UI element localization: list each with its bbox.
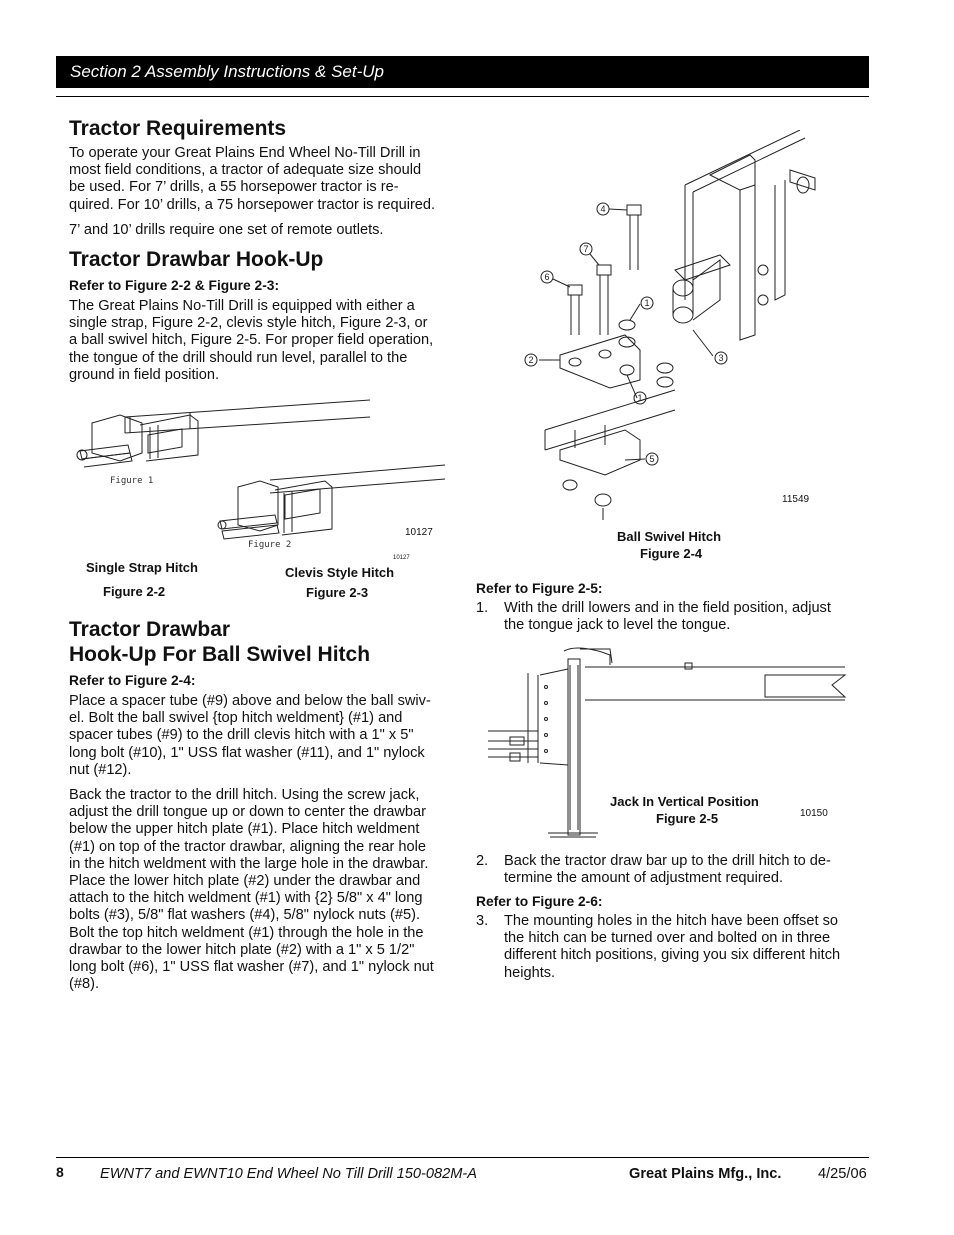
caption-jack-vertical-position: Jack In Vertical Position [610,794,759,809]
line: bolts (#3), 5/8" flat washers (#4), 5/8" nylock nuts (#5). [69,907,421,924]
callout-7: 7 [583,244,589,254]
line: (#8). [69,976,100,993]
line: drawbar to the lower hitch plate (#2) with a 1" x 5 1/2" [69,941,415,958]
line: below the upper hitch plate (#1). Place hitch weldment [69,821,420,838]
figure-code-11549: 11549 [782,494,810,505]
refer-figure-2-5: Refer to Figure 2-5: [476,581,603,596]
header-rule [56,96,869,97]
line: Place a spacer tube (#9) above and below the ball swiv- [69,693,431,709]
line: The Great Plains No-Till Drill is equipped with either a [69,298,415,314]
line: (#1) on top of the tractor drawbar, aligning the rear hole [69,838,426,855]
line: The mounting holes in the hitch have been offset so [504,913,838,929]
footer-rule [56,1157,869,1158]
caption-figure-2-3: Figure 2-3 [306,585,369,600]
callout-1-lower: 1 [637,393,643,403]
figure-ball-swivel-hitch [515,130,855,520]
figure-2-label: Figure 2 [248,540,292,550]
section-title: Section 2 Assembly Instructions & Set-Up [70,62,385,81]
line: in the hitch weldment with the large hole in the drawbar. [69,855,429,872]
line: long bolt (#6), 1" USS flat washer (#7), and 1" nylock nut [69,959,434,976]
line: attach to the hitch weldment (#1) with {2} 5/8" x 4" long [69,890,423,907]
caption-single-strap-hitch: Single Strap Hitch [86,560,198,575]
line: el. Bolt the ball swivel {top hitch weldment} (#1) and [69,710,403,727]
caption-figure-2-2: Figure 2-2 [103,584,166,599]
line: heights. [504,964,556,981]
footer-company: Great Plains Mfg., Inc. [629,1166,782,1182]
caption-ball-swivel-hitch: Ball Swivel Hitch [617,529,722,544]
figure-code-10150: 10150 [800,808,828,819]
callout-4: 4 [600,204,606,214]
line: ground in field position. [69,366,220,383]
line: different hitch positions, giving you six different hitch [504,947,841,964]
line: With the drill lowers and in the field position, adjust [504,600,831,616]
line: most field conditions, a tractor of adequate size should [69,162,422,179]
step-3-number: 3. [476,913,489,929]
line: the hitch can be turned over and bolted on in three [504,930,831,947]
line: To operate your Great Plains End Wheel No-Till Drill in [69,145,421,161]
line: Back the tractor draw bar up to the drill hitch to de- [504,853,831,869]
step-1-text [504,600,831,634]
line: Back the tractor to the drill hitch. Using the screw jack, [69,787,420,803]
paragraph-place-spacer [69,693,431,779]
line: nut (#12). [69,761,132,778]
paragraph-drawbar [69,298,433,384]
line: the tongue jack to level the tongue. [504,617,731,634]
line: the tongue of the drill should run level, parallel to the [69,349,408,366]
figure-strap-clevis-hitch [70,395,450,565]
heading-ball-swivel-line-1: Tractor Drawbar [69,618,231,641]
callout-1-upper: 1 [644,298,650,308]
refer-figure-2-6: Refer to Figure 2-6: [476,894,603,909]
line: a ball swivel hitch, Figure 2-5. For proper field operation, [69,332,434,349]
callout-2: 2 [528,355,534,365]
figure-code-10127: 10127 [405,527,433,538]
caption-clevis-style-hitch: Clevis Style Hitch [285,565,395,580]
heading-drawbar-hookup: Tractor Drawbar Hook-Up [69,248,324,271]
paragraph-back-tractor [69,787,434,993]
line: be used. For 7’ drills, a 55 horsepower tractor is re- [69,179,399,196]
line: termine the amount of adjustment required. [504,870,784,887]
callout-5: 5 [649,454,655,464]
figure-code-small: 10127 [393,555,410,561]
step-2-text [504,853,831,887]
line: Place the lower hitch plate (#2) under the drawbar and [69,873,421,890]
line: spacer tubes (#9) to the drill clevis hitch with a 1" x 5" [69,727,414,744]
step-3-text [504,913,840,982]
refer-figure-2-4: Refer to Figure 2-4: [69,673,196,688]
caption-figure-2-4: Figure 2-4 [640,546,703,561]
line: single strap, Figure 2-2, clevis style hitch, Figure 2-3, or [69,315,428,332]
page-number: 8 [56,1164,64,1180]
step-2-number: 2. [476,853,489,869]
paragraph-remote-outlets: 7’ and 10’ drills require one set of remote outlets. [69,222,384,238]
section-header-bar [56,56,869,88]
footer-doc-title: EWNT7 and EWNT10 End Wheel No Till Drill 150-082M-A [100,1166,477,1182]
heading-tractor-requirements: Tractor Requirements [69,117,287,140]
callout-6: 6 [544,272,550,282]
paragraph-requirements [69,145,435,214]
caption-figure-2-5: Figure 2-5 [656,811,719,826]
step-1-number: 1. [476,600,489,616]
callout-3: 3 [718,353,724,363]
line: Bolt the top hitch weldment (#1) through the hole in the [69,924,424,941]
refer-figure-2-2-2-3: Refer to Figure 2-2 & Figure 2-3: [69,278,280,293]
figure-1-label: Figure 1 [110,476,154,486]
line: long bolt (#10), 1" USS flat washer (#11), and 1" nylock [69,744,425,761]
line: adjust the drill tongue up or down to center the drawbar [69,804,426,821]
heading-ball-swivel-line-2: Hook-Up For Ball Swivel Hitch [69,643,371,666]
line: quired. For 10’ drills, a 75 horsepower tractor is required. [69,196,436,213]
footer-date: 4/25/06 [818,1166,867,1182]
